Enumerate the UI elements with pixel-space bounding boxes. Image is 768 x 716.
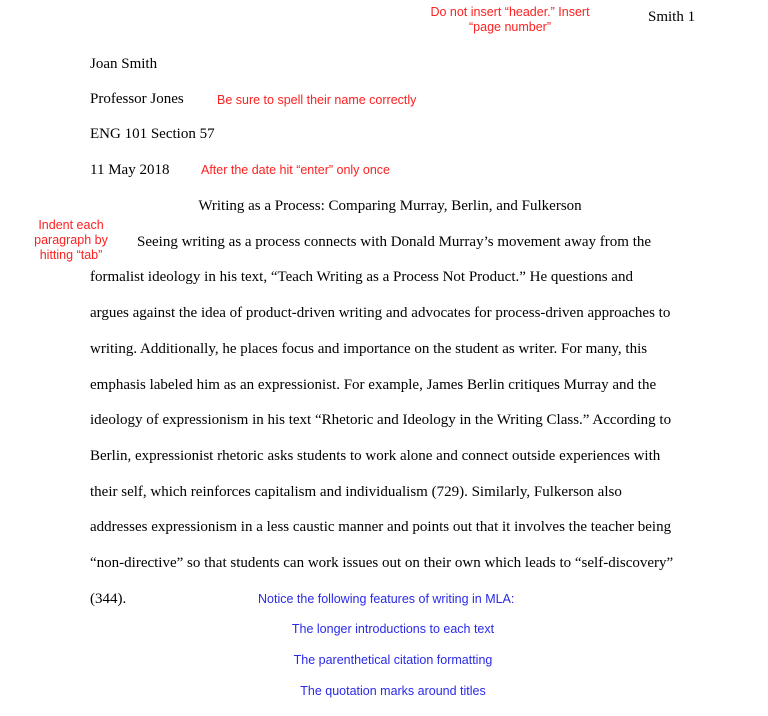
paragraph-line: “non-directive” so that students can work issues out on their own which leads to “self-discovery” <box>90 555 674 571</box>
paragraph-line: Berlin, expressionist rhetoric asks students to work alone and connect outside experiences with <box>90 448 661 464</box>
instructor-name: Professor Jones <box>90 91 184 107</box>
features-heading: Notice the following features of writing in MLA: <box>258 592 515 606</box>
paragraph-line: Seeing writing as a process connects with Donald Murray’s movement away from the <box>137 234 652 250</box>
paragraph-line: argues against the idea of product-driven writing and advocates for process-driven approaches to <box>90 305 671 321</box>
indent-note-line3: hitting “tab” <box>39 248 103 262</box>
date-note: After the date hit “enter” only once <box>201 163 390 177</box>
name-note: Be sure to spell their name correctly <box>217 93 417 107</box>
student-name: Joan Smith <box>90 56 158 72</box>
paragraph-line: formalist ideology in his text, “Teach Writing as a Process Not Product.” He questions and <box>90 269 633 285</box>
paragraph-line: writing. Additionally, he places focus and importance on the student as writer. For many, this <box>90 341 648 357</box>
header-note-line2: “page number” <box>469 20 551 34</box>
feature-item: The parenthetical citation formatting <box>293 653 493 667</box>
paragraph-line: addresses expressionism in a less caustic manner and points out that it involves the teacher being <box>90 519 672 535</box>
header-note-line1: Do not insert “header.” Insert <box>430 5 590 19</box>
paragraph-line: ideology of expressionism in his text “Rhetoric and Ideology in the Writing Class.” According to <box>90 412 672 428</box>
indent-note <box>28 218 114 263</box>
paragraph-line: emphasis labeled him as an expressionist. For example, James Berlin critiques Murray and the <box>90 377 657 393</box>
paragraph-line: (344). <box>90 591 127 607</box>
course-name: ENG 101 Section 57 <box>90 126 215 142</box>
indent-note-line2: paragraph by <box>34 233 108 247</box>
feature-item: The longer introductions to each text <box>291 622 495 636</box>
header-note <box>412 5 608 35</box>
paragraph-line: their self, which reinforces capitalism and individualism (729). Similarly, Fulkerson also <box>90 484 622 500</box>
paper-title: Writing as a Process: Comparing Murray, Berlin, and Fulkerson <box>198 198 582 214</box>
indent-note-line1: Indent each <box>38 218 104 232</box>
date: 11 May 2018 <box>90 162 170 178</box>
feature-item: The quotation marks around titles <box>300 684 486 698</box>
running-head: Smith 1 <box>648 9 696 25</box>
